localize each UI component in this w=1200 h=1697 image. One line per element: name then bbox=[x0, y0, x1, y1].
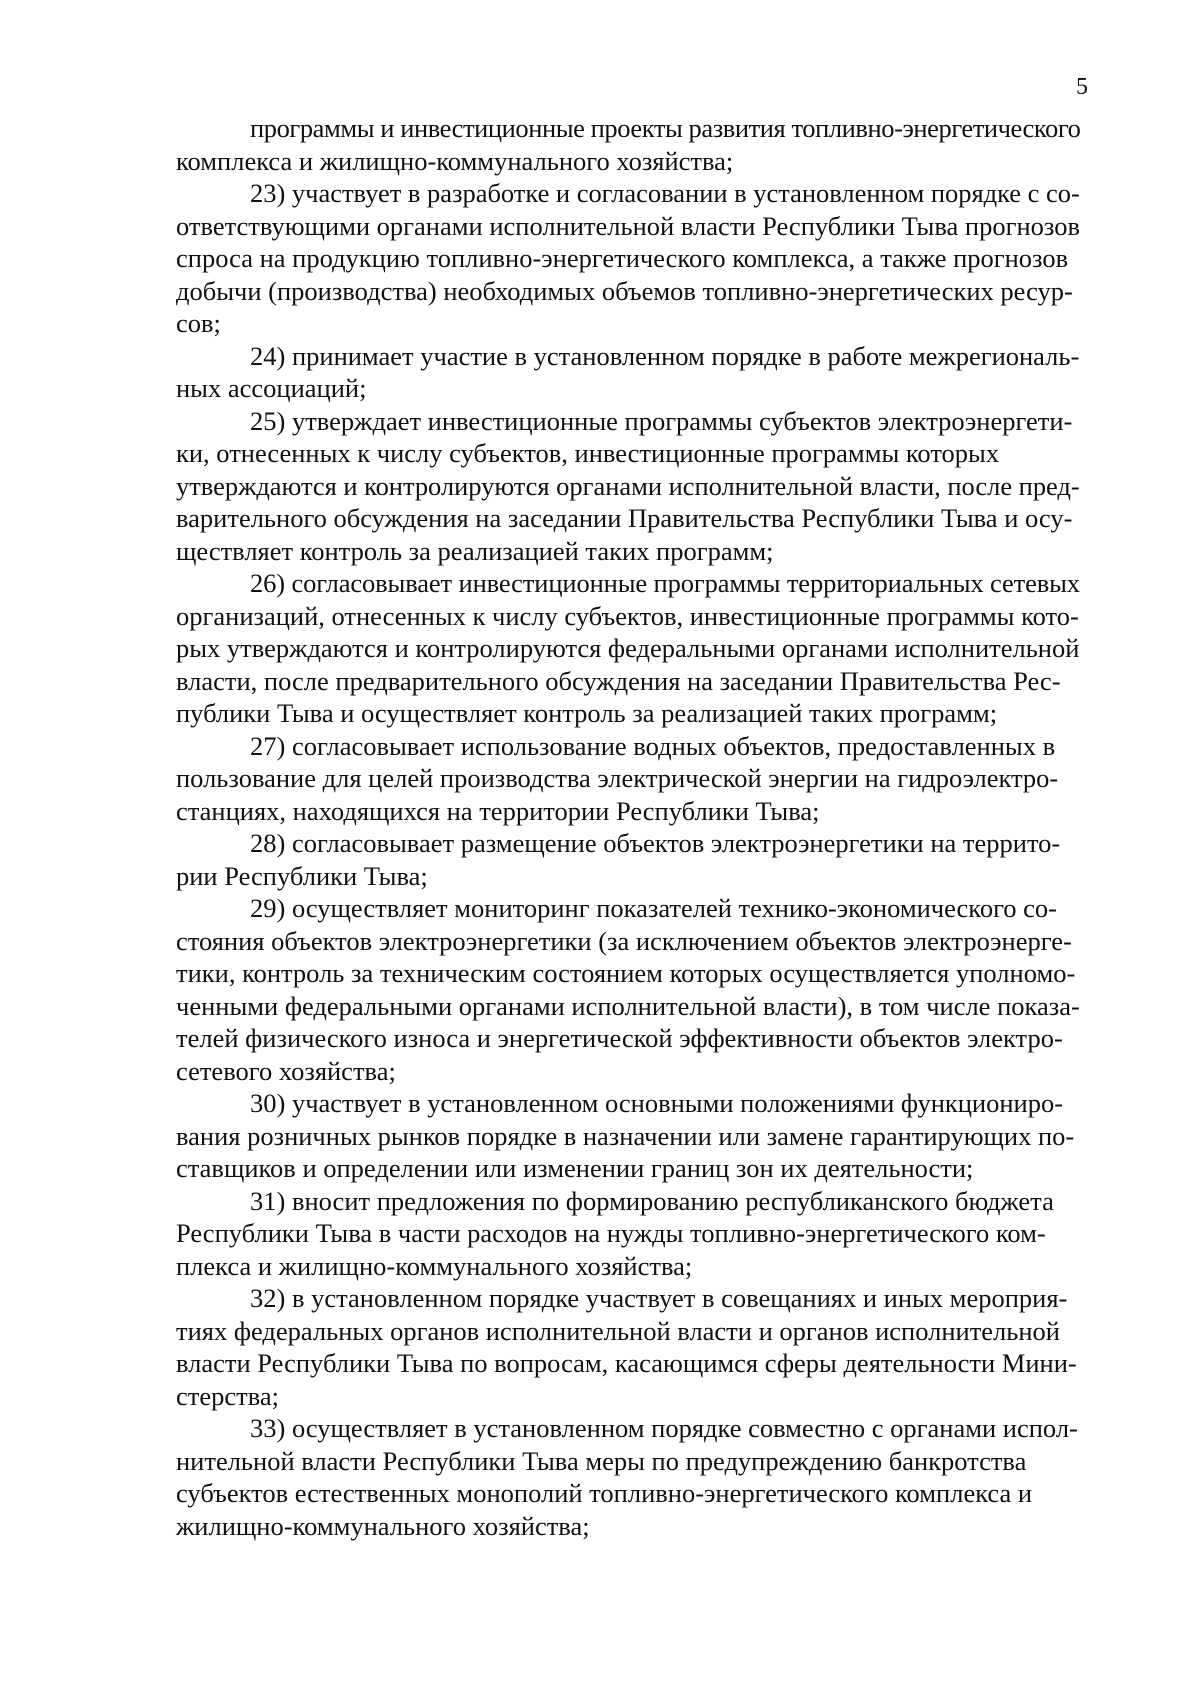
text-line: ченными федеральными органами исполнительной власти), в том числе показа- bbox=[176, 990, 1080, 1021]
text-line: пользование для целей производства электрической энергии на гидроэлектро- bbox=[176, 763, 1059, 793]
text-line: ки, отнесенных к числу субъектов, инвестиционные программы которых bbox=[176, 438, 1000, 468]
paragraph bbox=[176, 1087, 1080, 1185]
text-line: 29) осуществляет мониторинг показателей технико-экономического со- bbox=[250, 893, 1058, 923]
paragraph bbox=[176, 112, 1080, 177]
text-line: 27) согласовывает использование водных объектов, предоставленных в bbox=[250, 730, 1056, 761]
text-line: сов; bbox=[176, 308, 221, 338]
text-line: рии Республики Тыва; bbox=[176, 860, 428, 891]
paragraph bbox=[176, 1282, 1080, 1412]
text-line: нительной власти Республики Тыва меры по предупреждению банкротства bbox=[176, 1445, 1027, 1476]
text-line: программы и инвестиционные проекты развития топливно-энергетического bbox=[250, 113, 1081, 143]
text-line: ставщиков и определении или изменении границ зон их деятельности; bbox=[176, 1153, 974, 1183]
text-line: субъектов естественных монополий топливно-энергетического комплекса и bbox=[176, 1478, 1033, 1508]
text-line: жилищно-коммунального хозяйства; bbox=[176, 1510, 590, 1541]
paragraph bbox=[176, 1185, 1080, 1283]
paragraph bbox=[176, 1412, 1080, 1542]
text-line: ответствующими органами исполнительной власти Республики Тыва прогнозов bbox=[176, 210, 1080, 241]
paragraph bbox=[176, 405, 1080, 568]
text-line: 32) в установленном порядке участвует в совещаниях и иных мероприя- bbox=[250, 1283, 1068, 1313]
paragraph bbox=[176, 567, 1080, 730]
text-line: утверждаются и контролируются органами исполнительной власти, после пред- bbox=[176, 470, 1080, 501]
text-line: 26) согласовывает инвестиционные программы территориальных сетевых bbox=[250, 568, 1080, 598]
text-line: станциях, находящихся на территории Республики Тыва; bbox=[176, 795, 820, 826]
text-line: вания розничных рынков порядке в назначении или замене гарантирующих по- bbox=[176, 1120, 1075, 1151]
text-line: 31) вносит предложения по формированию республиканского бюджета bbox=[250, 1185, 1054, 1216]
paragraph bbox=[176, 730, 1080, 828]
text-line: 24) принимает участие в установленном порядке в работе межрегиональ- bbox=[250, 340, 1080, 371]
text-line: плекса и жилищно-коммунального хозяйства; bbox=[176, 1250, 693, 1281]
text-line: ществляет контроль за реализацией таких программ; bbox=[176, 535, 774, 566]
paragraph bbox=[176, 892, 1080, 1087]
text-line: 23) участвует в разработке и согласовании в установленном порядке с со- bbox=[250, 178, 1080, 208]
text-line: спроса на продукцию топливно-энергетического комплекса, а также прогнозов bbox=[176, 243, 1069, 273]
paragraph bbox=[176, 827, 1080, 892]
paragraph bbox=[176, 340, 1080, 405]
text-line: рых утверждаются и контролируются федеральными органами исполнительной bbox=[176, 633, 1080, 663]
text-line: ных ассоциаций; bbox=[176, 373, 367, 403]
text-line: добычи (производства) необходимых объемов топливно-энергетических ресур- bbox=[176, 275, 1073, 306]
text-line: тиях федеральных органов исполнительной власти и органов исполнительной bbox=[176, 1315, 1060, 1346]
text-line: 33) осуществляет в установленном порядке совместно с органами испол- bbox=[250, 1413, 1078, 1443]
text-line: телей физического износа и энергетической эффективности объектов электро- bbox=[176, 1023, 1063, 1053]
paragraph bbox=[176, 177, 1080, 340]
text-line: сетевого хозяйства; bbox=[176, 1055, 396, 1086]
text-line: стерства; bbox=[176, 1380, 279, 1411]
text-line: 30) участвует в установленном основными положениями функциониро- bbox=[250, 1088, 1064, 1118]
text-line: Республики Тыва в части расходов на нужды топливно-энергетического ком- bbox=[176, 1218, 1046, 1248]
page-number: 5 bbox=[1076, 74, 1088, 100]
document-body bbox=[176, 112, 1080, 1542]
text-line: власти Республики Тыва по вопросам, касающимся сферы деятельности Мини- bbox=[176, 1348, 1077, 1378]
text-line: комплекса и жилищно-коммунального хозяйства; bbox=[176, 145, 734, 176]
text-line: тики, контроль за техническим состоянием которых осуществляется уполномо- bbox=[176, 958, 1076, 988]
text-line: публики Тыва и осуществляет контроль за реализацией таких программ; bbox=[176, 698, 998, 728]
text-line: организаций, отнесенных к числу субъектов, инвестиционные программы кото- bbox=[176, 600, 1079, 631]
text-line: власти, после предварительного обсуждения на заседании Правительства Рес- bbox=[176, 665, 1061, 696]
text-line: варительного обсуждения на заседании Правительства Республики Тыва и осу- bbox=[176, 503, 1073, 533]
text-line: стояния объектов электроэнергетики (за исключением объектов электроэнерге- bbox=[176, 925, 1072, 956]
text-line: 25) утверждает инвестиционные программы субъектов электроэнергети- bbox=[250, 405, 1073, 436]
text-line: 28) согласовывает размещение объектов электроэнергетики на террито- bbox=[250, 828, 1061, 858]
